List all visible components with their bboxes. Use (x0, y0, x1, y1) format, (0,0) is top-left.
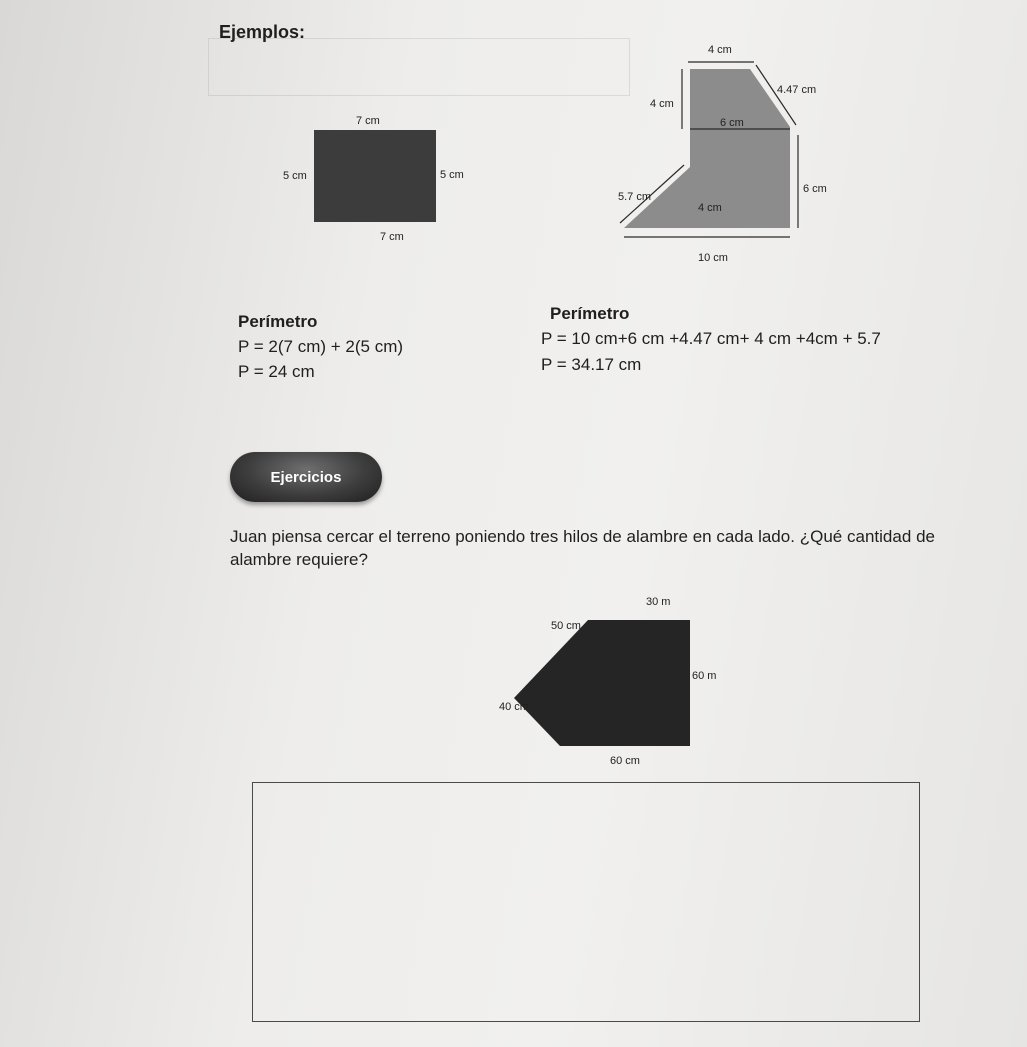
poly-bottom-label: 10 cm (698, 252, 728, 264)
poly-left-upper-label: 4 cm (650, 98, 674, 110)
polygon-figure (600, 45, 840, 260)
ejercicios-button[interactable] (230, 452, 382, 502)
poly-inner-label: 4 cm (698, 202, 722, 214)
poly-right-label: 6 cm (803, 183, 827, 195)
poly-perimeter-title: Perímetro (550, 304, 630, 323)
terrain-bottom-label: 60 cm (610, 755, 640, 767)
terrain-left-label: 40 cm (499, 701, 529, 713)
poly-slant-label: 4.47 cm (777, 84, 817, 96)
poly-perimeter-result: P = 34.17 cm (541, 355, 642, 374)
problem-statement: Juan piensa cercar el terreno poniendo tres hilos de alambre en cada lado. ¿Qué cantidad de alambre requiere? (230, 527, 935, 569)
rect-bottom-label: 7 cm (380, 231, 404, 243)
terrain-shape (514, 620, 690, 746)
ejercicios-label: Ejercicios (270, 468, 342, 486)
rect-right-label: 5 cm (440, 169, 464, 181)
terrain-right-label: 60 m (692, 670, 717, 682)
poly-perimeter-formula: P = 10 cm+6 cm +4.47 cm+ 4 cm +4cm + 5.7 (541, 329, 881, 348)
poly-top-label: 4 cm (708, 44, 732, 56)
rectangle-shape (314, 130, 436, 222)
rect-left-label: 5 cm (283, 170, 307, 182)
poly-slope-label: 5.7 cm (618, 191, 652, 203)
terrain-top-label: 30 m (646, 596, 671, 608)
terrain-figure (500, 600, 720, 760)
rect-perimeter-formula: P = 2(7 cm) + 2(5 cm) (238, 337, 404, 356)
rect-perimeter-result: P = 24 cm (238, 362, 315, 381)
rect-top-label: 7 cm (356, 115, 380, 127)
faded-background-box (208, 38, 630, 96)
terrain-slant-label: 50 cm (551, 620, 581, 632)
poly-mid-label: 6 cm (720, 117, 744, 129)
rect-perimeter-title: Perímetro (238, 312, 318, 331)
examples-heading: Ejemplos: (219, 22, 306, 42)
answer-box[interactable] (252, 782, 920, 1022)
